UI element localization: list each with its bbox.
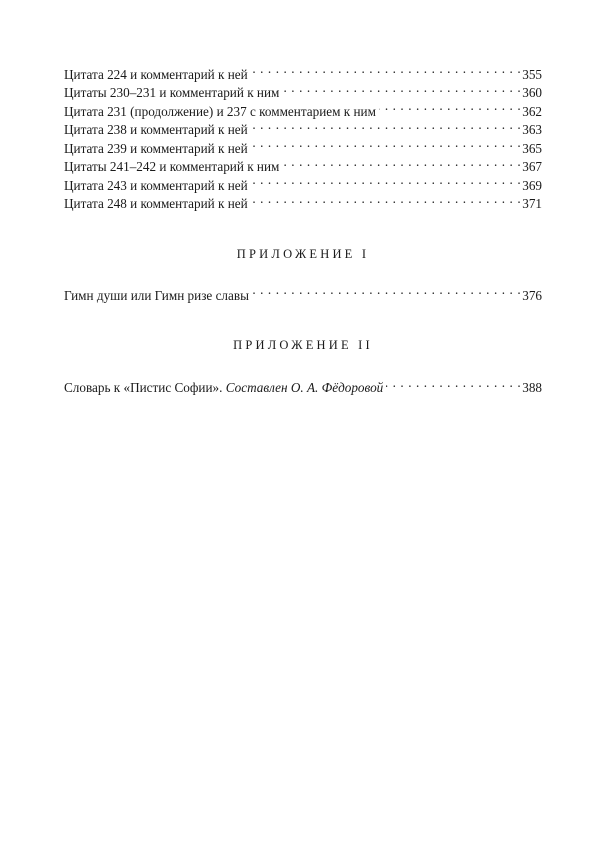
toc-entry-title: Цитаты 230–231 и комментарий к ним xyxy=(64,85,280,100)
toc-entry-title xyxy=(64,379,386,398)
toc-leader-dots xyxy=(282,153,521,172)
appendix-1-heading: ПРИЛОЖЕНИЕ I xyxy=(236,247,370,261)
toc-entry-page: 376 xyxy=(522,287,542,303)
toc-entry-title: Цитата 243 и комментарий к ней xyxy=(64,177,248,193)
toc-entry-page: 388 xyxy=(522,380,542,395)
appendix-1-list xyxy=(64,281,542,303)
toc-leader-dots xyxy=(386,374,521,393)
toc-entry xyxy=(64,60,542,82)
toc-entry-title: Гимн души или Гимн ризе славы xyxy=(64,287,249,303)
toc-entry-title: Цитата 231 (продолжение) и 237 с комментарием к ним xyxy=(64,103,376,119)
appendix-2-heading: ПРИЛОЖЕНИЕ II xyxy=(233,337,373,352)
toc-page xyxy=(64,60,542,395)
toc-leader-dots xyxy=(251,134,522,153)
toc-leader-dots xyxy=(252,281,521,300)
toc-leader-dots xyxy=(251,60,522,79)
toc-entry-page: 362 xyxy=(522,103,542,119)
toc-entry-page: 371 xyxy=(522,196,542,211)
toc-entry-page: 369 xyxy=(522,177,542,193)
toc-entry-title: Цитата 238 и комментарий к ней xyxy=(64,122,248,137)
toc-leader-dots xyxy=(282,79,521,98)
toc-entry-page: 355 xyxy=(522,66,542,82)
toc-leader-dots xyxy=(379,97,521,116)
toc-entry-title-roman: Словарь к «Пистис Софии». xyxy=(64,380,226,395)
toc-leader-dots xyxy=(251,190,522,209)
toc-entry-page: 365 xyxy=(522,140,542,156)
toc-entry xyxy=(64,374,542,393)
appendix-2-list xyxy=(64,374,542,393)
toc-main-list xyxy=(64,60,542,211)
toc-leader-dots xyxy=(251,116,522,135)
toc-entry-title: Цитаты 241–242 и комментарий к ним xyxy=(64,159,280,174)
toc-entry-title: Цитата 239 и комментарий к ней xyxy=(64,140,248,156)
toc-entry-page: 360 xyxy=(522,85,542,100)
toc-entry-title: Цитата 248 и комментарий к ней xyxy=(64,196,248,211)
toc-entry-page: 367 xyxy=(522,159,542,174)
toc-leader-dots xyxy=(251,171,522,190)
toc-entry xyxy=(64,281,542,303)
toc-entry-title: Цитата 224 и комментарий к ней xyxy=(64,66,248,82)
toc-entry-title-italic: Составлен О. А. Фёдоровой xyxy=(225,380,384,395)
toc-entry-page: 363 xyxy=(522,122,542,137)
